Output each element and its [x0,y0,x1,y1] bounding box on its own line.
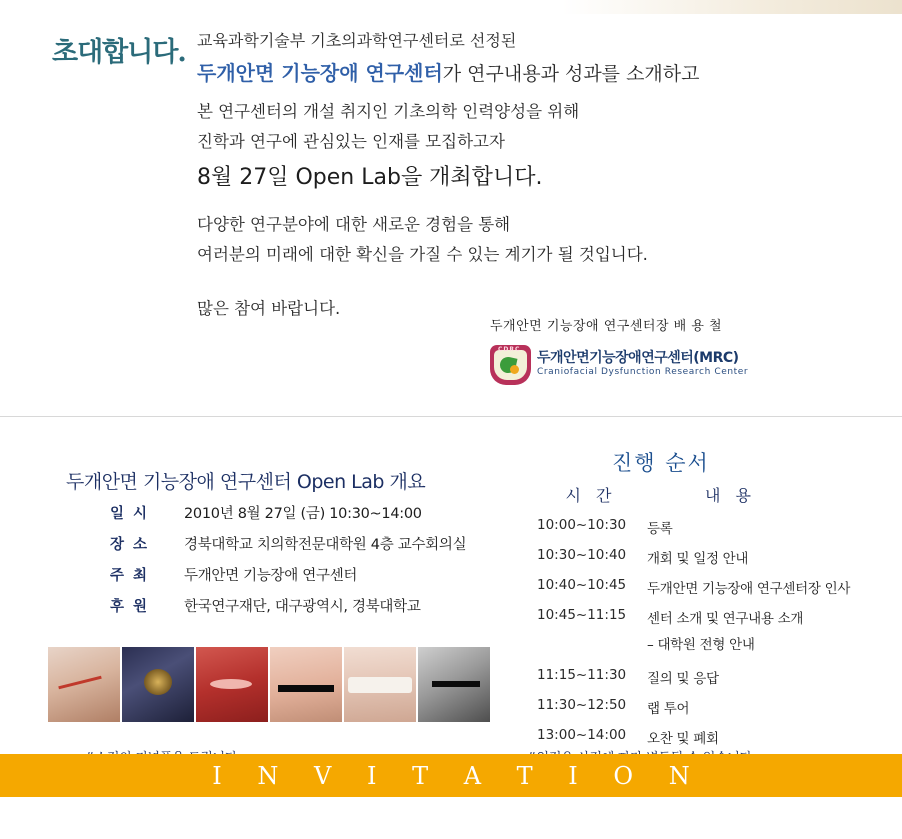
photo-overlay-mark [348,677,412,693]
center-logo-name-ko: 두개안면기능장애연구센터(MRC) [537,350,739,367]
invitation-line-2 [197,63,857,84]
seed-dot-icon [510,365,519,374]
invitation-section [0,0,902,417]
overview-title: 두개안면 기능장애 연구센터 Open Lab 개요 [66,471,426,493]
photo-strip [48,647,490,722]
schedule-row [537,517,887,537]
overview-list [110,502,466,626]
overview-value: 두개안면 기능장애 연구센터 [184,568,358,584]
details-section [0,417,902,797]
schedule-time: 11:30~12:50 [537,697,627,713]
center-name-emphasis: 두개안면 기능장애 연구센터 [197,61,443,85]
photo-overlay-mark [210,679,252,689]
invitation-heading: 초대합니다. [52,37,186,68]
overview-label: 장 소 [110,537,150,553]
photo-overlay-mark [278,685,334,692]
center-logo-name-en: Craniofacial Dysfunction Research Center [537,366,749,377]
schedule-row [537,697,887,717]
schedule-header [537,483,867,506]
overview-row [110,564,466,585]
invitation-line-6: 다양한 연구분야에 대한 새로운 경험을 통해 [197,215,511,234]
invitation-line-4: 진학과 연구에 관심있는 인재를 모집하고자 [197,131,505,151]
schedule-header-content: 내 용 [705,486,756,505]
schedule-row [537,667,887,687]
invitation-line-7: 여러분의 미래에 대한 확신을 가질 수 있는 계기가 될 것입니다. [197,244,648,264]
signature-text: 두개안면 기능장애 연구센터장 배 용 철 [490,319,723,334]
schedule-time: 10:45~11:15 [537,607,627,623]
invitation-body [197,33,857,333]
schedule-title: 진행 순서 [612,451,710,475]
footer-banner [0,754,902,797]
schedule-description: – 대학원 전형 안내 [647,637,755,653]
photo-overlay-mark [432,681,480,687]
signature-block [490,315,820,385]
overview-row [110,533,466,554]
schedule-row [537,727,887,747]
schedule-row [537,577,887,597]
overview-value: 2010년 8월 27일 (금) 10:30~14:00 [184,506,422,522]
overview-label: 일 시 [110,506,150,522]
schedule-description: 질의 및 응답 [647,671,719,687]
schedule-row-sub [537,633,887,653]
overview-value: 경북대학교 치의학전문대학원 4층 교수회의실 [184,537,467,553]
photo-head-profile [418,647,490,722]
invitation-line-1: 교육과학기술부 기초의과학연구센터로 선정된 [197,31,517,50]
invitation-closing-line: 많은 참여 바랍니다. [197,299,341,318]
invitation-event-line: 8월 27일 Open Lab을 개최합니다. [197,165,543,190]
footer-banner-word: I N V I T A T I O N [212,761,704,790]
photo-infant-face [270,647,342,722]
schedule-description: 개회 및 일정 안내 [647,551,749,567]
page-top-tint [562,0,902,14]
photo-face-acupuncture [48,647,120,722]
overview-label: 후 원 [110,599,150,615]
schedule-description: 랩 투어 [647,701,690,717]
overview-label: 주 최 [110,568,150,584]
schedule-row [537,547,887,567]
photo-overlay-mark [58,676,101,690]
schedule-list [537,517,887,757]
center-logo-icon [490,345,531,385]
photo-teeth-gums [344,647,416,722]
photo-skull-anatomy [122,647,194,722]
schedule-time: 10:00~10:30 [537,517,627,533]
logo-caption-mark: CDRC [498,346,521,353]
schedule-header-time: 시 간 [565,486,617,505]
schedule-time: 13:00~14:00 [537,727,627,743]
overview-value: 한국연구재단, 대구광역시, 경북대학교 [184,599,421,615]
schedule-description: 두개안면 기능장애 연구센터장 인사 [647,581,851,597]
overview-row [110,595,466,616]
schedule-description: 오찬 및 폐회 [647,731,719,747]
schedule-time: 10:40~10:45 [537,577,627,593]
schedule-time: 10:30~10:40 [537,547,627,563]
schedule-time: 11:15~11:30 [537,667,627,683]
overview-row [110,502,466,523]
photo-overlay-mark [144,669,172,695]
center-logo [490,345,820,385]
schedule-description: 등록 [647,521,673,537]
invitation-line-2-rest: 가 연구내용과 성과를 소개하고 [442,63,700,85]
center-logo-text [537,351,748,378]
invitation-line-3: 본 연구센터의 개설 취지인 기초의학 인력양성을 위해 [197,102,580,121]
schedule-row [537,607,887,627]
schedule-description: 센터 소개 및 연구내용 소개 [647,611,804,627]
photo-oral-cavity [196,647,268,722]
